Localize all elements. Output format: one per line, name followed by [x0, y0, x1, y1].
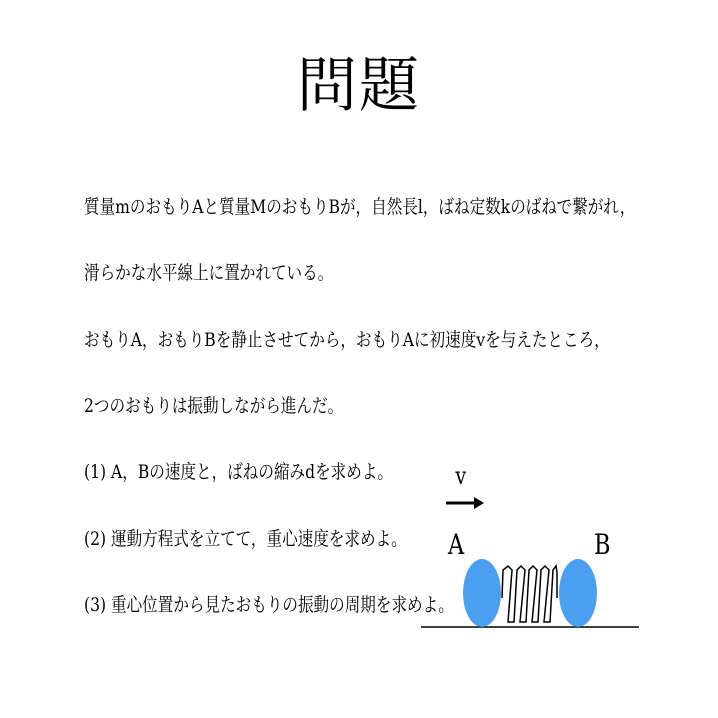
question-3: (3) 重心位置から見たおもりの振動の周期を求めよ。: [84, 594, 454, 616]
ball-a: [463, 559, 501, 627]
question-1: (1) A，Bの速度と，ばねの縮みdを求めよ。: [84, 461, 393, 483]
spring-icon: [502, 566, 557, 622]
velocity-arrow-icon: [446, 497, 484, 509]
ball-b: [559, 559, 597, 627]
velocity-label: v: [455, 462, 467, 490]
problem-text-line-1: 質量mのおもりAと質量MのおもりBが，自然長l，ばね定数kのばねで繋がれ，: [84, 196, 636, 218]
label-a: A: [448, 528, 465, 561]
problem-text-line-2: 滑らかな水平線上に置かれている。: [84, 262, 334, 284]
page-title: 問題: [297, 51, 421, 121]
question-2: (2) 運動方程式を立てて，重心速度を求めよ。: [84, 528, 407, 550]
label-b: B: [594, 528, 611, 561]
problem-text-line-3: おもりA，おもりBを静止させてから，おもりAに初速度vを与えたところ，: [84, 329, 610, 351]
problem-text-line-4: 2つのおもりは振動しながら進んだ。: [84, 395, 344, 417]
